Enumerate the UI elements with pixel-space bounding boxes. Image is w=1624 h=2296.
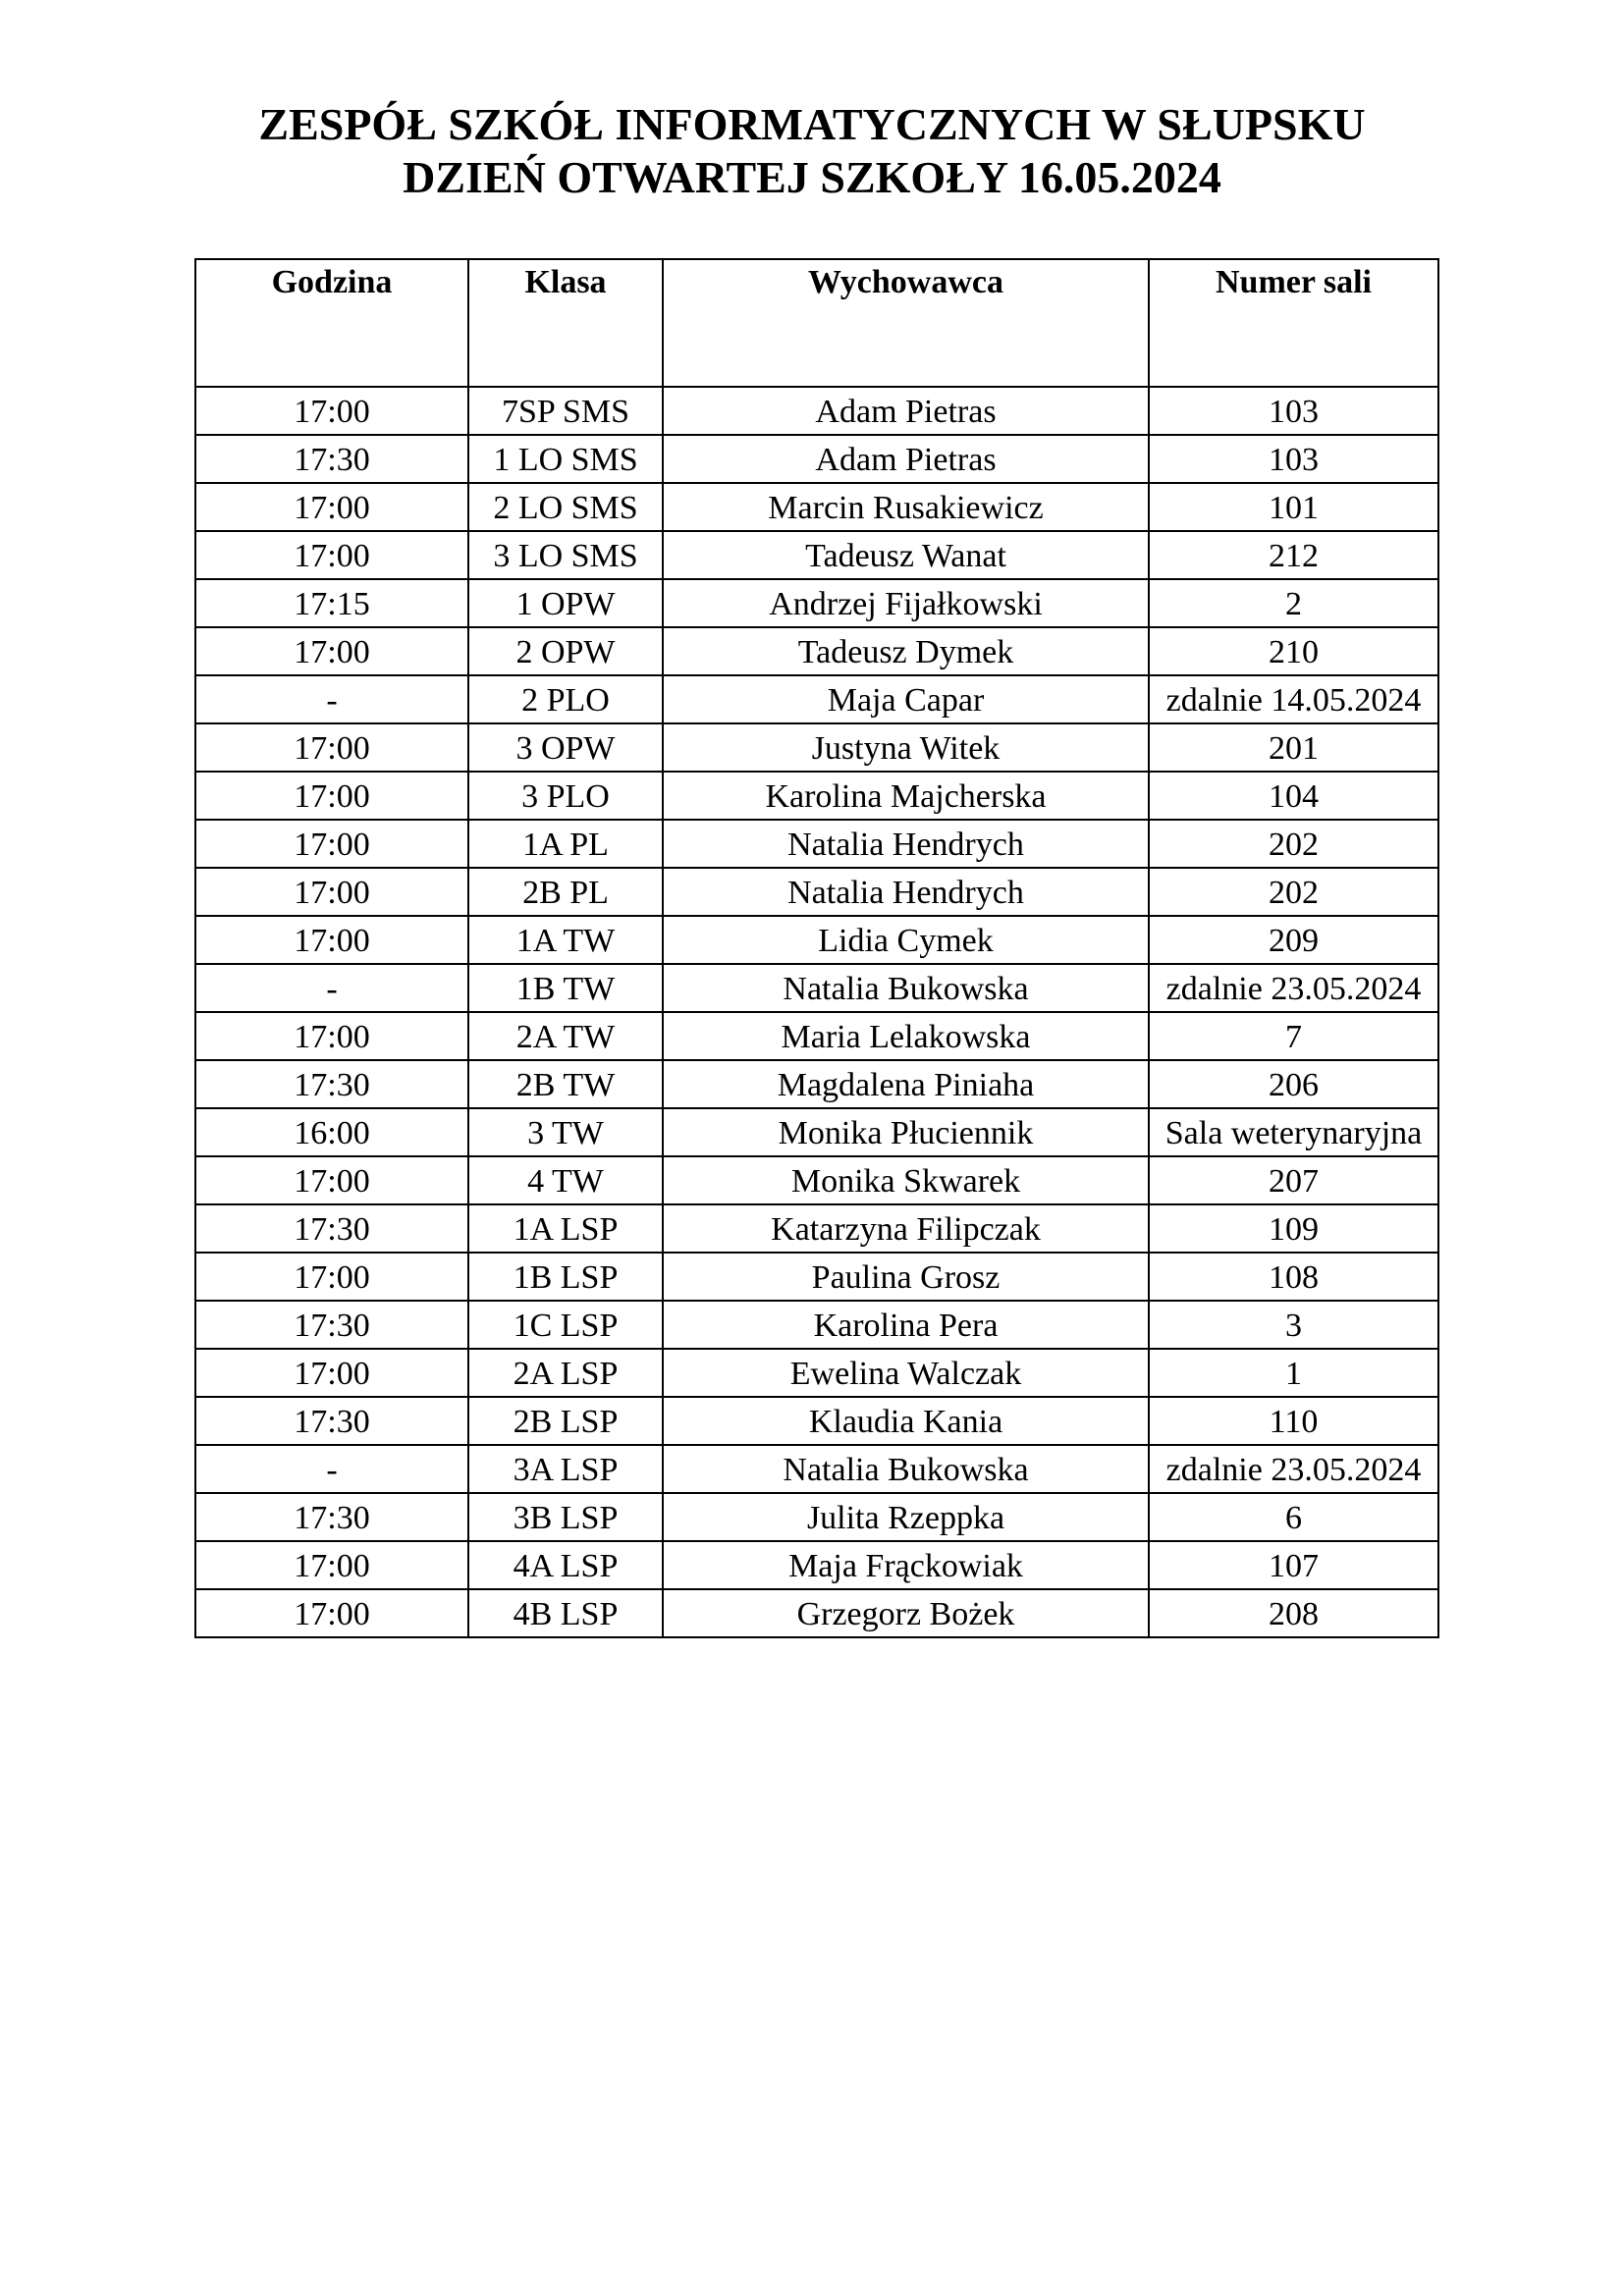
cell-klasa: 1 LO SMS (468, 435, 663, 483)
table-row (195, 772, 1438, 820)
cell-godzina: 17:00 (195, 531, 468, 579)
table-row (195, 1493, 1438, 1541)
cell-klasa: 3B LSP (468, 1493, 663, 1541)
table-row (195, 1204, 1438, 1253)
cell-wychowawca: Julita Rzeppka (663, 1493, 1149, 1541)
cell-klasa: 1B TW (468, 964, 663, 1012)
cell-godzina: 17:00 (195, 1541, 468, 1589)
table-body (195, 387, 1438, 1637)
table-row (195, 1301, 1438, 1349)
cell-numer-sali: 206 (1149, 1060, 1438, 1108)
table-row (195, 483, 1438, 531)
cell-klasa: 3A LSP (468, 1445, 663, 1493)
cell-wychowawca: Adam Pietras (663, 435, 1149, 483)
cell-godzina: 17:30 (195, 1301, 468, 1349)
cell-klasa: 4 TW (468, 1156, 663, 1204)
table-row (195, 1012, 1438, 1060)
cell-numer-sali: 1 (1149, 1349, 1438, 1397)
cell-wychowawca: Monika Skwarek (663, 1156, 1149, 1204)
cell-godzina: 17:00 (195, 483, 468, 531)
cell-numer-sali: 202 (1149, 868, 1438, 916)
table-row (195, 531, 1438, 579)
cell-klasa: 2A TW (468, 1012, 663, 1060)
cell-klasa: 2A LSP (468, 1349, 663, 1397)
table-row (195, 916, 1438, 964)
cell-klasa: 4B LSP (468, 1589, 663, 1637)
table-row (195, 435, 1438, 483)
cell-wychowawca: Paulina Grosz (663, 1253, 1149, 1301)
cell-numer-sali: 103 (1149, 387, 1438, 435)
table-row (195, 675, 1438, 723)
cell-numer-sali: 104 (1149, 772, 1438, 820)
cell-godzina: 17:00 (195, 387, 468, 435)
table-row (195, 964, 1438, 1012)
cell-klasa: 1A TW (468, 916, 663, 964)
cell-godzina: 17:30 (195, 1060, 468, 1108)
table-row (195, 627, 1438, 675)
cell-klasa: 7SP SMS (468, 387, 663, 435)
cell-godzina: 17:00 (195, 1012, 468, 1060)
cell-numer-sali: 103 (1149, 435, 1438, 483)
cell-godzina: 17:00 (195, 1253, 468, 1301)
cell-godzina: 17:15 (195, 579, 468, 627)
cell-numer-sali: zdalnie 14.05.2024 (1149, 675, 1438, 723)
cell-wychowawca: Maja Frąckowiak (663, 1541, 1149, 1589)
cell-klasa: 2 PLO (468, 675, 663, 723)
cell-numer-sali: Sala weterynaryjna (1149, 1108, 1438, 1156)
cell-wychowawca: Adam Pietras (663, 387, 1149, 435)
cell-wychowawca: Natalia Bukowska (663, 964, 1149, 1012)
cell-klasa: 1A LSP (468, 1204, 663, 1253)
cell-wychowawca: Klaudia Kania (663, 1397, 1149, 1445)
cell-wychowawca: Marcin Rusakiewicz (663, 483, 1149, 531)
cell-wychowawca: Natalia Bukowska (663, 1445, 1149, 1493)
cell-godzina: - (195, 1445, 468, 1493)
title-school-name: ZESPÓŁ SZKÓŁ INFORMATYCZNYCH W SŁUPSKU (258, 99, 1366, 149)
cell-numer-sali: 210 (1149, 627, 1438, 675)
cell-klasa: 4A LSP (468, 1541, 663, 1589)
cell-godzina: 17:00 (195, 820, 468, 868)
cell-klasa: 1A PL (468, 820, 663, 868)
cell-wychowawca: Lidia Cymek (663, 916, 1149, 964)
table-row (195, 579, 1438, 627)
cell-numer-sali: 209 (1149, 916, 1438, 964)
cell-wychowawca: Natalia Hendrych (663, 868, 1149, 916)
cell-wychowawca: Maria Lelakowska (663, 1012, 1149, 1060)
header-wychowawca: Wychowawca (663, 259, 1149, 387)
cell-godzina: 17:30 (195, 1204, 468, 1253)
schedule-table (194, 258, 1439, 1638)
cell-godzina: 17:30 (195, 435, 468, 483)
table-row (195, 1156, 1438, 1204)
table-row (195, 1060, 1438, 1108)
cell-klasa: 2 LO SMS (468, 483, 663, 531)
cell-godzina: 17:00 (195, 772, 468, 820)
table-row (195, 387, 1438, 435)
header-row (195, 259, 1438, 387)
cell-godzina: - (195, 964, 468, 1012)
cell-klasa: 2 OPW (468, 627, 663, 675)
cell-wychowawca: Natalia Hendrych (663, 820, 1149, 868)
cell-wychowawca: Grzegorz Bożek (663, 1589, 1149, 1637)
cell-godzina: 17:30 (195, 1397, 468, 1445)
cell-klasa: 1C LSP (468, 1301, 663, 1349)
cell-klasa: 1B LSP (468, 1253, 663, 1301)
cell-godzina: 16:00 (195, 1108, 468, 1156)
cell-godzina: 17:30 (195, 1493, 468, 1541)
cell-numer-sali: 110 (1149, 1397, 1438, 1445)
table-row (195, 820, 1438, 868)
cell-wychowawca: Maja Capar (663, 675, 1149, 723)
cell-numer-sali: zdalnie 23.05.2024 (1149, 964, 1438, 1012)
table-row (195, 1108, 1438, 1156)
cell-godzina: 17:00 (195, 1589, 468, 1637)
cell-wychowawca: Ewelina Walczak (663, 1349, 1149, 1397)
cell-godzina: 17:00 (195, 1349, 468, 1397)
cell-numer-sali: 2 (1149, 579, 1438, 627)
cell-wychowawca: Magdalena Piniaha (663, 1060, 1149, 1108)
cell-numer-sali: 202 (1149, 820, 1438, 868)
header-numer-sali: Numer sali (1149, 259, 1438, 387)
cell-numer-sali: 109 (1149, 1204, 1438, 1253)
cell-godzina: 17:00 (195, 723, 468, 772)
cell-numer-sali: 7 (1149, 1012, 1438, 1060)
cell-numer-sali: 6 (1149, 1493, 1438, 1541)
table-row (195, 1445, 1438, 1493)
table-row (195, 1589, 1438, 1637)
table-row (195, 723, 1438, 772)
cell-wychowawca: Katarzyna Filipczak (663, 1204, 1149, 1253)
cell-numer-sali: 101 (1149, 483, 1438, 531)
cell-godzina: 17:00 (195, 868, 468, 916)
table-header (195, 259, 1438, 387)
cell-wychowawca: Monika Płuciennik (663, 1108, 1149, 1156)
cell-godzina: - (195, 675, 468, 723)
cell-klasa: 1 OPW (468, 579, 663, 627)
cell-godzina: 17:00 (195, 627, 468, 675)
title-event-date: DZIEŃ OTWARTEJ SZKOŁY 16.05.2024 (403, 152, 1221, 202)
cell-numer-sali: zdalnie 23.05.2024 (1149, 1445, 1438, 1493)
table-row (195, 1349, 1438, 1397)
cell-godzina: 17:00 (195, 916, 468, 964)
cell-klasa: 3 TW (468, 1108, 663, 1156)
cell-numer-sali: 207 (1149, 1156, 1438, 1204)
cell-wychowawca: Tadeusz Wanat (663, 531, 1149, 579)
cell-klasa: 3 OPW (468, 723, 663, 772)
table-row (195, 1397, 1438, 1445)
header-godzina: Godzina (195, 259, 468, 387)
cell-klasa: 2B TW (468, 1060, 663, 1108)
cell-numer-sali: 208 (1149, 1589, 1438, 1637)
cell-wychowawca: Karolina Pera (663, 1301, 1149, 1349)
table-row (195, 1541, 1438, 1589)
cell-numer-sali: 212 (1149, 531, 1438, 579)
cell-numer-sali: 107 (1149, 1541, 1438, 1589)
cell-klasa: 2B PL (468, 868, 663, 916)
cell-wychowawca: Justyna Witek (663, 723, 1149, 772)
cell-numer-sali: 108 (1149, 1253, 1438, 1301)
cell-klasa: 3 PLO (468, 772, 663, 820)
cell-wychowawca: Karolina Majcherska (663, 772, 1149, 820)
table-row (195, 1253, 1438, 1301)
table-row (195, 868, 1438, 916)
cell-klasa: 2B LSP (468, 1397, 663, 1445)
cell-numer-sali: 201 (1149, 723, 1438, 772)
cell-godzina: 17:00 (195, 1156, 468, 1204)
cell-numer-sali: 3 (1149, 1301, 1438, 1349)
cell-wychowawca: Andrzej Fijałkowski (663, 579, 1149, 627)
cell-wychowawca: Tadeusz Dymek (663, 627, 1149, 675)
cell-klasa: 3 LO SMS (468, 531, 663, 579)
header-klasa: Klasa (468, 259, 663, 387)
document-title (0, 98, 1624, 204)
